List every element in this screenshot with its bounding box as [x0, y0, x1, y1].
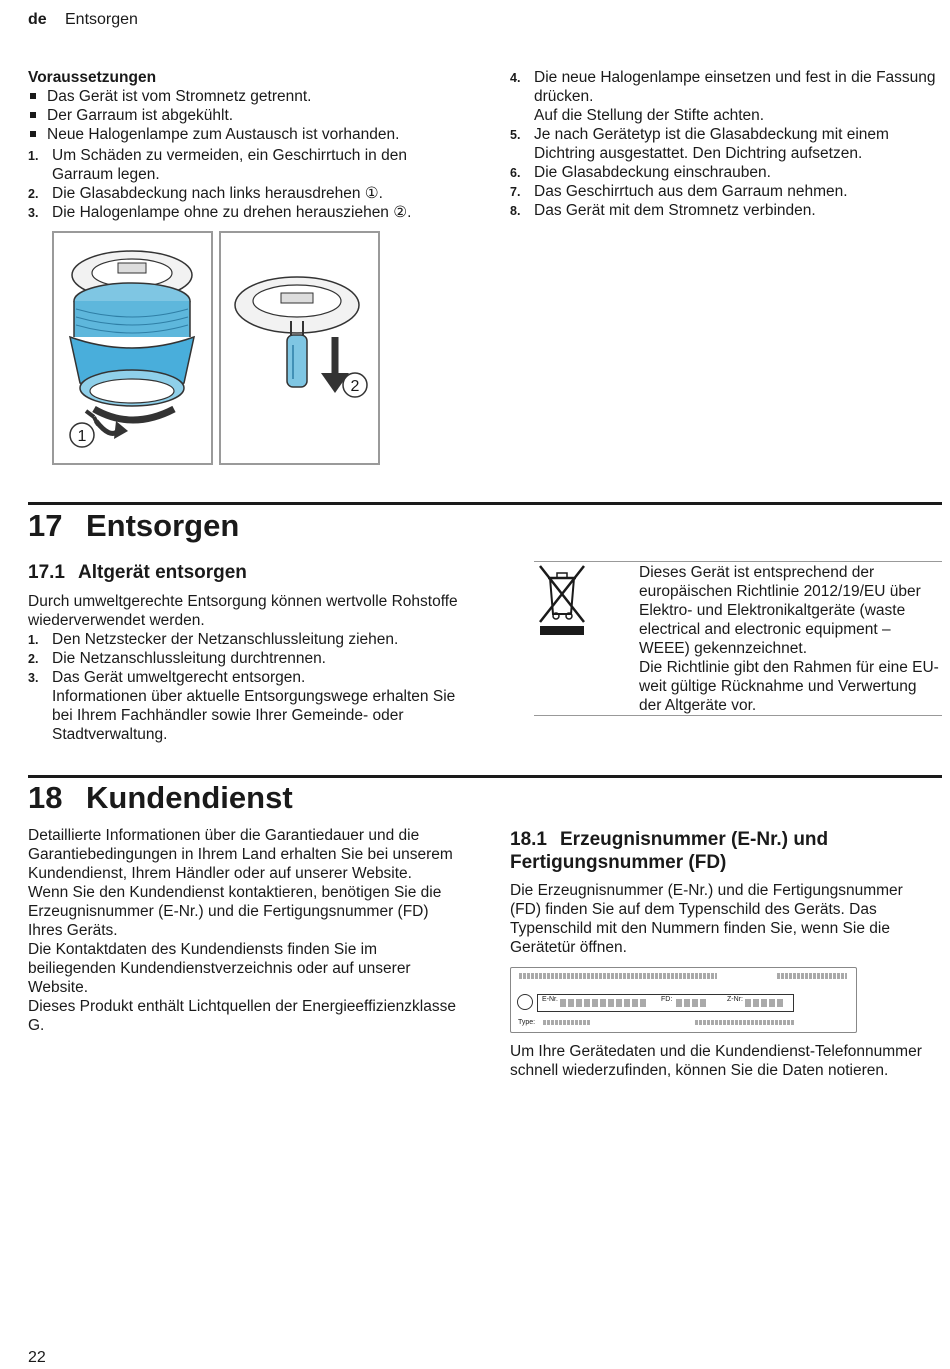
- plate-barcode: [777, 973, 847, 979]
- list-item: 6. Die Glasabdeckung einschrauben.: [510, 164, 771, 181]
- subsection-18-1-heading: [510, 828, 942, 874]
- plate-znr-label: Z-Nr:: [727, 996, 743, 1003]
- subsection-title: Erzeugnisnummer (E-Nr.) und: [560, 829, 829, 850]
- subsection-number: 18.1: [510, 829, 547, 850]
- service-paragraph: Dieses Produkt enthält Lichtquellen der Energieeffizienzklasse G.: [28, 998, 456, 1034]
- weee-bin-icon: [536, 564, 588, 636]
- figure-label-2: 2: [350, 378, 360, 395]
- disposal-body: [28, 592, 460, 744]
- subsection-17-1-heading: [28, 561, 247, 584]
- disposal-steps: [28, 630, 460, 744]
- steps-list-left: [28, 146, 458, 222]
- plate-symbol-icon: [517, 994, 533, 1010]
- figure-pull-lamp: [219, 231, 380, 465]
- plate-field: [543, 1020, 591, 1025]
- section-number: 17: [28, 508, 63, 543]
- list-item: 8. Das Gerät mit dem Stromnetz verbinden.: [510, 202, 816, 219]
- section-divider: [28, 775, 942, 778]
- section-number: 18: [28, 780, 63, 815]
- section-17-heading: [28, 508, 239, 544]
- plate-field: [695, 1020, 795, 1025]
- section-divider: [28, 502, 942, 505]
- list-item: 2. Die Glasabdeckung nach links herausdrehen ①.: [28, 185, 383, 202]
- type-plate: [510, 967, 857, 1033]
- list-item: 2. Die Netzanschlussleitung durchtrennen.: [28, 650, 326, 667]
- plate-fd-label: FD:: [661, 996, 673, 1003]
- section-title: Kundendienst: [86, 780, 293, 815]
- list-item: 3. Die Halogenlampe ohne zu drehen herausziehen ②.: [28, 204, 412, 221]
- weee-text-2: Die Richtlinie gibt den Rahmen für eine EU-weit gültige Rücknahme und Verwertung der Altgeräte vor.: [639, 659, 939, 714]
- list-item: 1. Um Schäden zu vermeiden, ein Geschirrtuch in den Garraum legen.: [28, 147, 407, 183]
- service-paragraph: Wenn Sie den Kundendienst kontaktieren, benötigen Sie die Erzeugnisnummer (E-Nr.) und die Fertigungsnummer (FD) Ihres Geräts.: [28, 884, 442, 939]
- weee-text-block: [639, 563, 939, 715]
- list-item: 4. Die neue Halogenlampe einsetzen und fest in die Fassung drücken. Auf die Stellung der Stifte achten.: [510, 69, 936, 124]
- closing-para: Um Ihre Gerätedaten und die Kundendienst-Telefonnummer schnell wiederzufinden, können Sie die Daten notieren.: [510, 1043, 922, 1079]
- section-title: Entsorgen: [86, 508, 240, 543]
- plate-field: [560, 999, 648, 1007]
- page-number: 22: [28, 1349, 46, 1366]
- list-item: Der Garraum ist abgekühlt.: [28, 106, 468, 125]
- figure-label-1: 1: [77, 428, 87, 445]
- weee-bottom-rule: [534, 715, 942, 716]
- list-item: 3. Das Gerät umweltgerecht entsorgen. Informationen über aktuelle Entsorgungswege erhalten Sie bei Ihrem Fachhändler sowie Ihrer Gemeinde- oder Stadtverwaltung.: [28, 669, 456, 743]
- figure-unscrew-cover: [52, 231, 213, 465]
- language-code: de: [28, 11, 47, 28]
- service-body: [28, 826, 460, 1035]
- serial-para: Die Erzeugnisnummer (E-Nr.) und die Fertigungsnummer (FD) finden Sie auf dem Typenschild des Geräts. Das Typenschild mit den Nummern finden Sie, wenn Sie die Gerätetür öffnen.: [510, 882, 903, 956]
- list-item: 5. Je nach Gerätetyp ist die Glasabdeckung mit einem Dichtring ausgestattet. Den Dichtring aufsetzen.: [510, 126, 889, 162]
- weee-top-rule: [534, 561, 942, 562]
- prereq-block: [28, 68, 468, 222]
- list-item: 7. Das Geschirrtuch aus dem Garraum nehmen.: [510, 183, 848, 200]
- subsection-title-line2: Fertigungsnummer (FD): [510, 852, 727, 873]
- list-item: Neue Halogenlampe zum Austausch ist vorhanden.: [28, 125, 468, 144]
- section-18-heading: [28, 780, 293, 816]
- weee-text: Dieses Gerät ist entsprechend der europäischen Richtlinie 2012/19/EU über Elektro- und Elektronikaltgeräte (waste electrical and electronic equipment – WEEE) gekennzeichnet.: [639, 564, 921, 657]
- steps-block-right: [510, 68, 942, 220]
- plate-field: [676, 999, 708, 1007]
- lamp-pull-illustration: [221, 233, 378, 463]
- list-item: Das Gerät ist vom Stromnetz getrennt.: [28, 87, 468, 106]
- plate-field: [745, 999, 785, 1007]
- subsection-title: Altgerät entsorgen: [78, 562, 247, 583]
- plate-barcode: [519, 973, 717, 979]
- service-paragraph: Die Kontaktdaten des Kundendiensts finden Sie im beiliegenden Kundendienstverzeichnis oder auf unserer Website.: [28, 941, 411, 996]
- list-item: 1. Den Netzstecker der Netzanschlussleitung ziehen.: [28, 631, 399, 648]
- cover-unscrew-illustration: [54, 233, 211, 463]
- service-paragraph: Detaillierte Informationen über die Garantiedauer und die Garantiebedingungen in Ihrem Land erhalten Sie bei unserem Kundendienst, Ihrem Händler oder auf unserer Website.: [28, 827, 453, 882]
- plate-type-label: Type:: [518, 1019, 536, 1026]
- prereq-list: [28, 87, 468, 144]
- running-header: Entsorgen: [65, 11, 138, 28]
- prereq-title: Voraussetzungen: [28, 69, 157, 86]
- plate-enr-label: E-Nr.: [542, 996, 558, 1003]
- plate-number-frame: [537, 994, 794, 1012]
- disposal-intro: Durch umweltgerechte Entsorgung können wertvolle Rohstoffe wiederverwendet werden.: [28, 593, 458, 629]
- subsection-number: 17.1: [28, 562, 65, 583]
- steps-list-right: [510, 68, 942, 220]
